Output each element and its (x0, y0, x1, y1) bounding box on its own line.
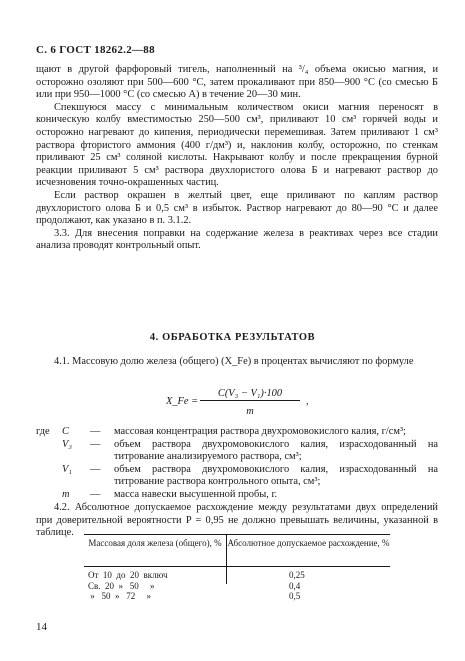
definition-symbol: V₃ (62, 438, 72, 450)
definition-text: массовая концентрация раствора двухромовокислого калия, г/см³; (114, 426, 406, 437)
definitions-list (36, 426, 438, 502)
paragraph-4-1 (36, 356, 438, 369)
definition-symbol: m (62, 488, 70, 500)
definition-item (36, 464, 438, 489)
definition-symbol: V₁ (62, 463, 72, 475)
table-rule (84, 534, 390, 535)
formula-numerator: C(V₃ − V₁)·100 (200, 388, 300, 401)
table-cell-value: 0,25 (289, 570, 305, 580)
table-cell-value: 0,4 (289, 580, 301, 591)
page-header: С. 6 ГОСТ 18262.2—88 (36, 44, 155, 56)
definition-item (36, 489, 438, 502)
definition-dash: — (90, 463, 101, 475)
paragraph: Спекшуюся массу с минимальным количеством окиси магния переносят в коническую колбу вместимостью 250—500 см³, приливают 10 см³ горячей воды и осторожно нагревают до кипения, периодически перемешивая. Затем приливают 1 см³ раствора фтористого аммония (400 г/дм³) и, наклонив колбу, осторожно, по стенкам приливают 25 см³ соляной кислоты. Накрывают колбу и после прекращения бурной реакции приливают 5 см³ раствора двухлористого олова Б и нагревают раствор до исчезновения точно-окрашенных частиц. (36, 101, 438, 189)
formula-denominator: m (246, 406, 254, 417)
table-cell-range: » 50 » 72 » (88, 591, 151, 601)
definition-dash: — (90, 426, 101, 437)
table-row (88, 570, 388, 581)
table-header-mass-fraction: Массовая доля железа (общего), % (88, 538, 222, 548)
definition-text: объем раствора двухромовокислого калия, израсходованный на титрование анализируемого раствора, см³; (114, 438, 438, 463)
definition-text: объем раствора двухромовокислого калия, израсходованный на титрование раствора контрольного опыта, см³; (114, 463, 438, 488)
page-number: 14 (36, 621, 47, 633)
section-3-text (36, 64, 438, 253)
formula (166, 388, 386, 422)
formula-comma: , (306, 396, 309, 407)
table-header-tolerance: Абсолютное допускаемое расхождение, % (227, 538, 390, 548)
table-rule (84, 566, 390, 567)
definition-dash: — (90, 488, 101, 500)
table-cell-range: От 10 до 20 включ (88, 570, 168, 580)
section-title: 4. ОБРАБОТКА РЕЗУЛЬТАТОВ (149, 332, 316, 343)
table-row (88, 591, 388, 602)
paragraph: Если раствор окрашен в желтый цвет, еще приливают по каплям раствор двухлористого олова Б и 0,5 см³ в избыток. Раствор нагревают до 80—90 °С и далее продолжают, как указано в п. 3.1.2. (36, 189, 438, 227)
where-label: где (36, 426, 50, 437)
definition-symbol: C (62, 426, 69, 437)
paragraph: 4.1. Массовую долю железа (общего) (X_Fe) в процентах вычисляют по формуле (54, 356, 414, 367)
definition-dash: — (90, 438, 101, 450)
paragraph: 3.3. Для внесения поправки на содержание железа в реактивах через все стадии анализа проводят контрольный опыт. (36, 227, 438, 252)
table-row (88, 581, 388, 592)
table-body (88, 570, 388, 602)
definition-item (36, 426, 438, 439)
table-cell-range: Св. 20 » 50 » (88, 580, 155, 591)
paragraph: 4.2. Абсолютное допускаемое расхождение между результатами двух определений при доверительной вероятности P = 0,95 не должно превышать величины, указанной в таблице. (36, 502, 438, 539)
definition-text: масса навески высушенной пробы, г. (114, 488, 278, 500)
table-cell-value: 0,5 (289, 591, 301, 601)
formula-lhs: X_Fe = (166, 396, 199, 407)
definition-item (36, 439, 438, 464)
paragraph: щают в другой фарфоровый тигель, наполненный на ³/₄ объема окисью магния, и осторожно озоляют при 500—600 °С, затем прокаливают при 850—900 °С (со смесью Б или при 950—1000 °С (со смесью А) в течение 20—30 мин. (36, 64, 438, 101)
